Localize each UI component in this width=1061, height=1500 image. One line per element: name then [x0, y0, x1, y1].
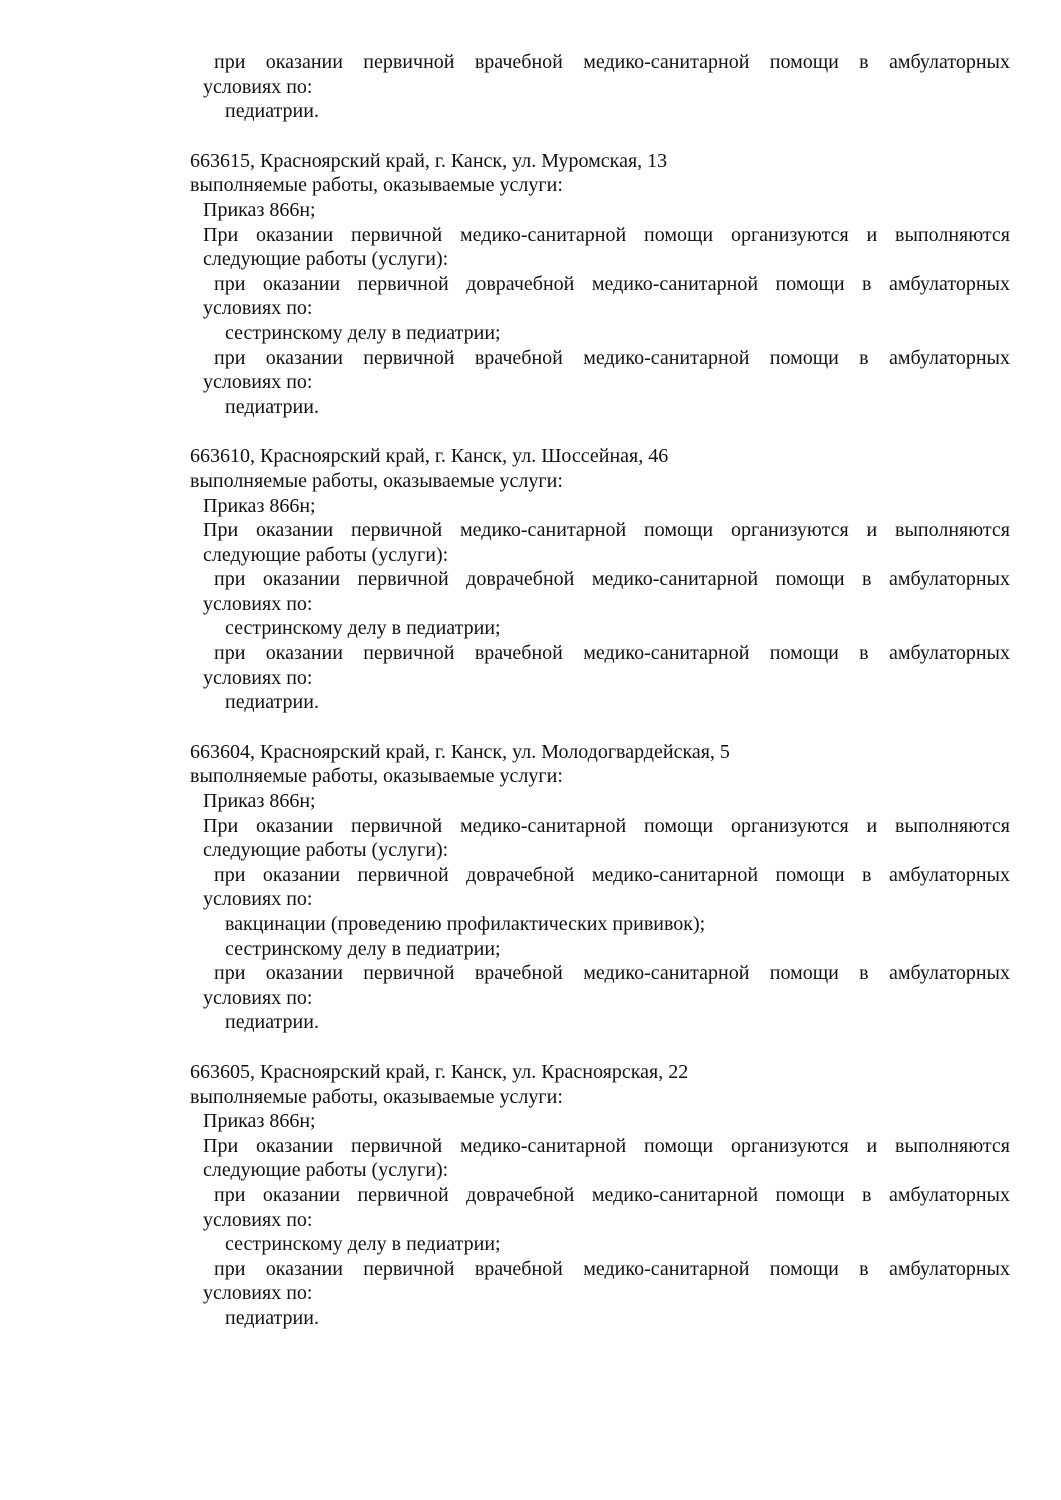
conditions-label: условиях по:	[203, 666, 313, 689]
address-block	[0, 444, 1061, 715]
address-line: 663605, Красноярский край, г. Канск, ул. Красноярская, 22	[190, 1060, 689, 1083]
service-item: сестринскому делу в педиатрии;	[225, 321, 501, 344]
prenurse-care-heading: при оказании первичной доврачебной медико-санитарной помощи в амбулаторных	[214, 863, 1010, 886]
works-label: выполняемые работы, оказываемые услуги:	[190, 469, 563, 492]
service-item: педиатрии.	[225, 395, 319, 418]
address-line: 663610, Красноярский край, г. Канск, ул. Шоссейная, 46	[190, 445, 669, 468]
service-item: сестринскому делу в педиатрии;	[225, 937, 501, 960]
conditions-label: условиях по:	[203, 592, 313, 615]
conditions-label: условиях по:	[203, 1208, 313, 1231]
address-block	[0, 1060, 1061, 1331]
general-care-line: При оказании первичной медико-санитарной помощи организуются и выполняются	[203, 519, 1010, 542]
general-care-line: При оказании первичной медико-санитарной помощи организуются и выполняются	[203, 1134, 1010, 1157]
service-item: педиатрии.	[225, 1306, 319, 1329]
doctor-care-heading: при оказании первичной врачебной медико-санитарной помощи в амбулаторных	[214, 346, 1010, 369]
prenurse-care-heading: при оказании первичной доврачебной медико-санитарной помощи в амбулаторных	[214, 568, 1010, 591]
service-item: вакцинации (проведению профилактических прививок);	[225, 913, 706, 935]
conditions-label: условиях по:	[203, 297, 313, 320]
general-care-line: При оказании первичной медико-санитарной помощи организуются и выполняются	[203, 814, 1010, 837]
general-care-line: следующие работы (услуги):	[203, 1159, 449, 1182]
section-gap	[0, 124, 1061, 149]
works-label: выполняемые работы, оказываемые услуги:	[190, 1085, 563, 1108]
order-reference: Приказ 866н;	[203, 1110, 316, 1133]
address-line: 663615, Красноярский край, г. Канск, ул. Муромская, 13	[190, 149, 668, 172]
conditions-label: условиях по:	[203, 75, 313, 98]
intro-section	[0, 50, 1061, 124]
order-reference: Приказ 866н;	[203, 494, 316, 517]
address-block	[0, 740, 1061, 1035]
works-label: выполняемые работы, оказываемые услуги:	[190, 765, 563, 788]
address-block	[0, 149, 1061, 420]
section-gap	[0, 715, 1061, 740]
general-care-line: следующие работы (услуги):	[203, 839, 449, 862]
conditions-label: условиях по:	[203, 371, 313, 394]
prenurse-care-heading: при оказании первичной доврачебной медико-санитарной помощи в амбулаторных	[214, 272, 1010, 295]
works-label: выполняемые работы, оказываемые услуги:	[190, 174, 563, 197]
service-item: педиатрии.	[225, 100, 319, 123]
document-page	[0, 50, 1061, 1331]
general-care-line: При оказании первичной медико-санитарной помощи организуются и выполняются	[203, 223, 1010, 246]
section-gap	[0, 419, 1061, 444]
prenurse-care-heading: при оказании первичной доврачебной медико-санитарной помощи в амбулаторных	[214, 1183, 1010, 1206]
service-item: педиатрии.	[225, 691, 319, 714]
general-care-line: следующие работы (услуги):	[203, 248, 449, 271]
conditions-label: условиях по:	[203, 986, 313, 1009]
conditions-label: условиях по:	[203, 1282, 313, 1305]
doctor-care-heading: при оказании первичной врачебной медико-санитарной помощи в амбулаторных	[214, 962, 1010, 985]
doctor-care-heading: при оказании первичной врачебной медико-санитарной помощи в амбулаторных	[214, 51, 1010, 73]
service-item: педиатрии.	[225, 1011, 319, 1034]
conditions-label: условиях по:	[203, 888, 313, 911]
service-item: сестринскому делу в педиатрии;	[225, 617, 501, 640]
service-item: сестринскому делу в педиатрии;	[225, 1233, 501, 1256]
doctor-care-heading: при оказании первичной врачебной медико-санитарной помощи в амбулаторных	[214, 1257, 1010, 1280]
address-line: 663604, Красноярский край, г. Канск, ул. Молодогвардейская, 5	[190, 740, 730, 763]
order-reference: Приказ 866н;	[203, 198, 316, 221]
general-care-line: следующие работы (услуги):	[203, 543, 449, 566]
order-reference: Приказ 866н;	[203, 790, 316, 813]
section-gap	[0, 1035, 1061, 1060]
doctor-care-heading: при оказании первичной врачебной медико-санитарной помощи в амбулаторных	[214, 642, 1010, 665]
